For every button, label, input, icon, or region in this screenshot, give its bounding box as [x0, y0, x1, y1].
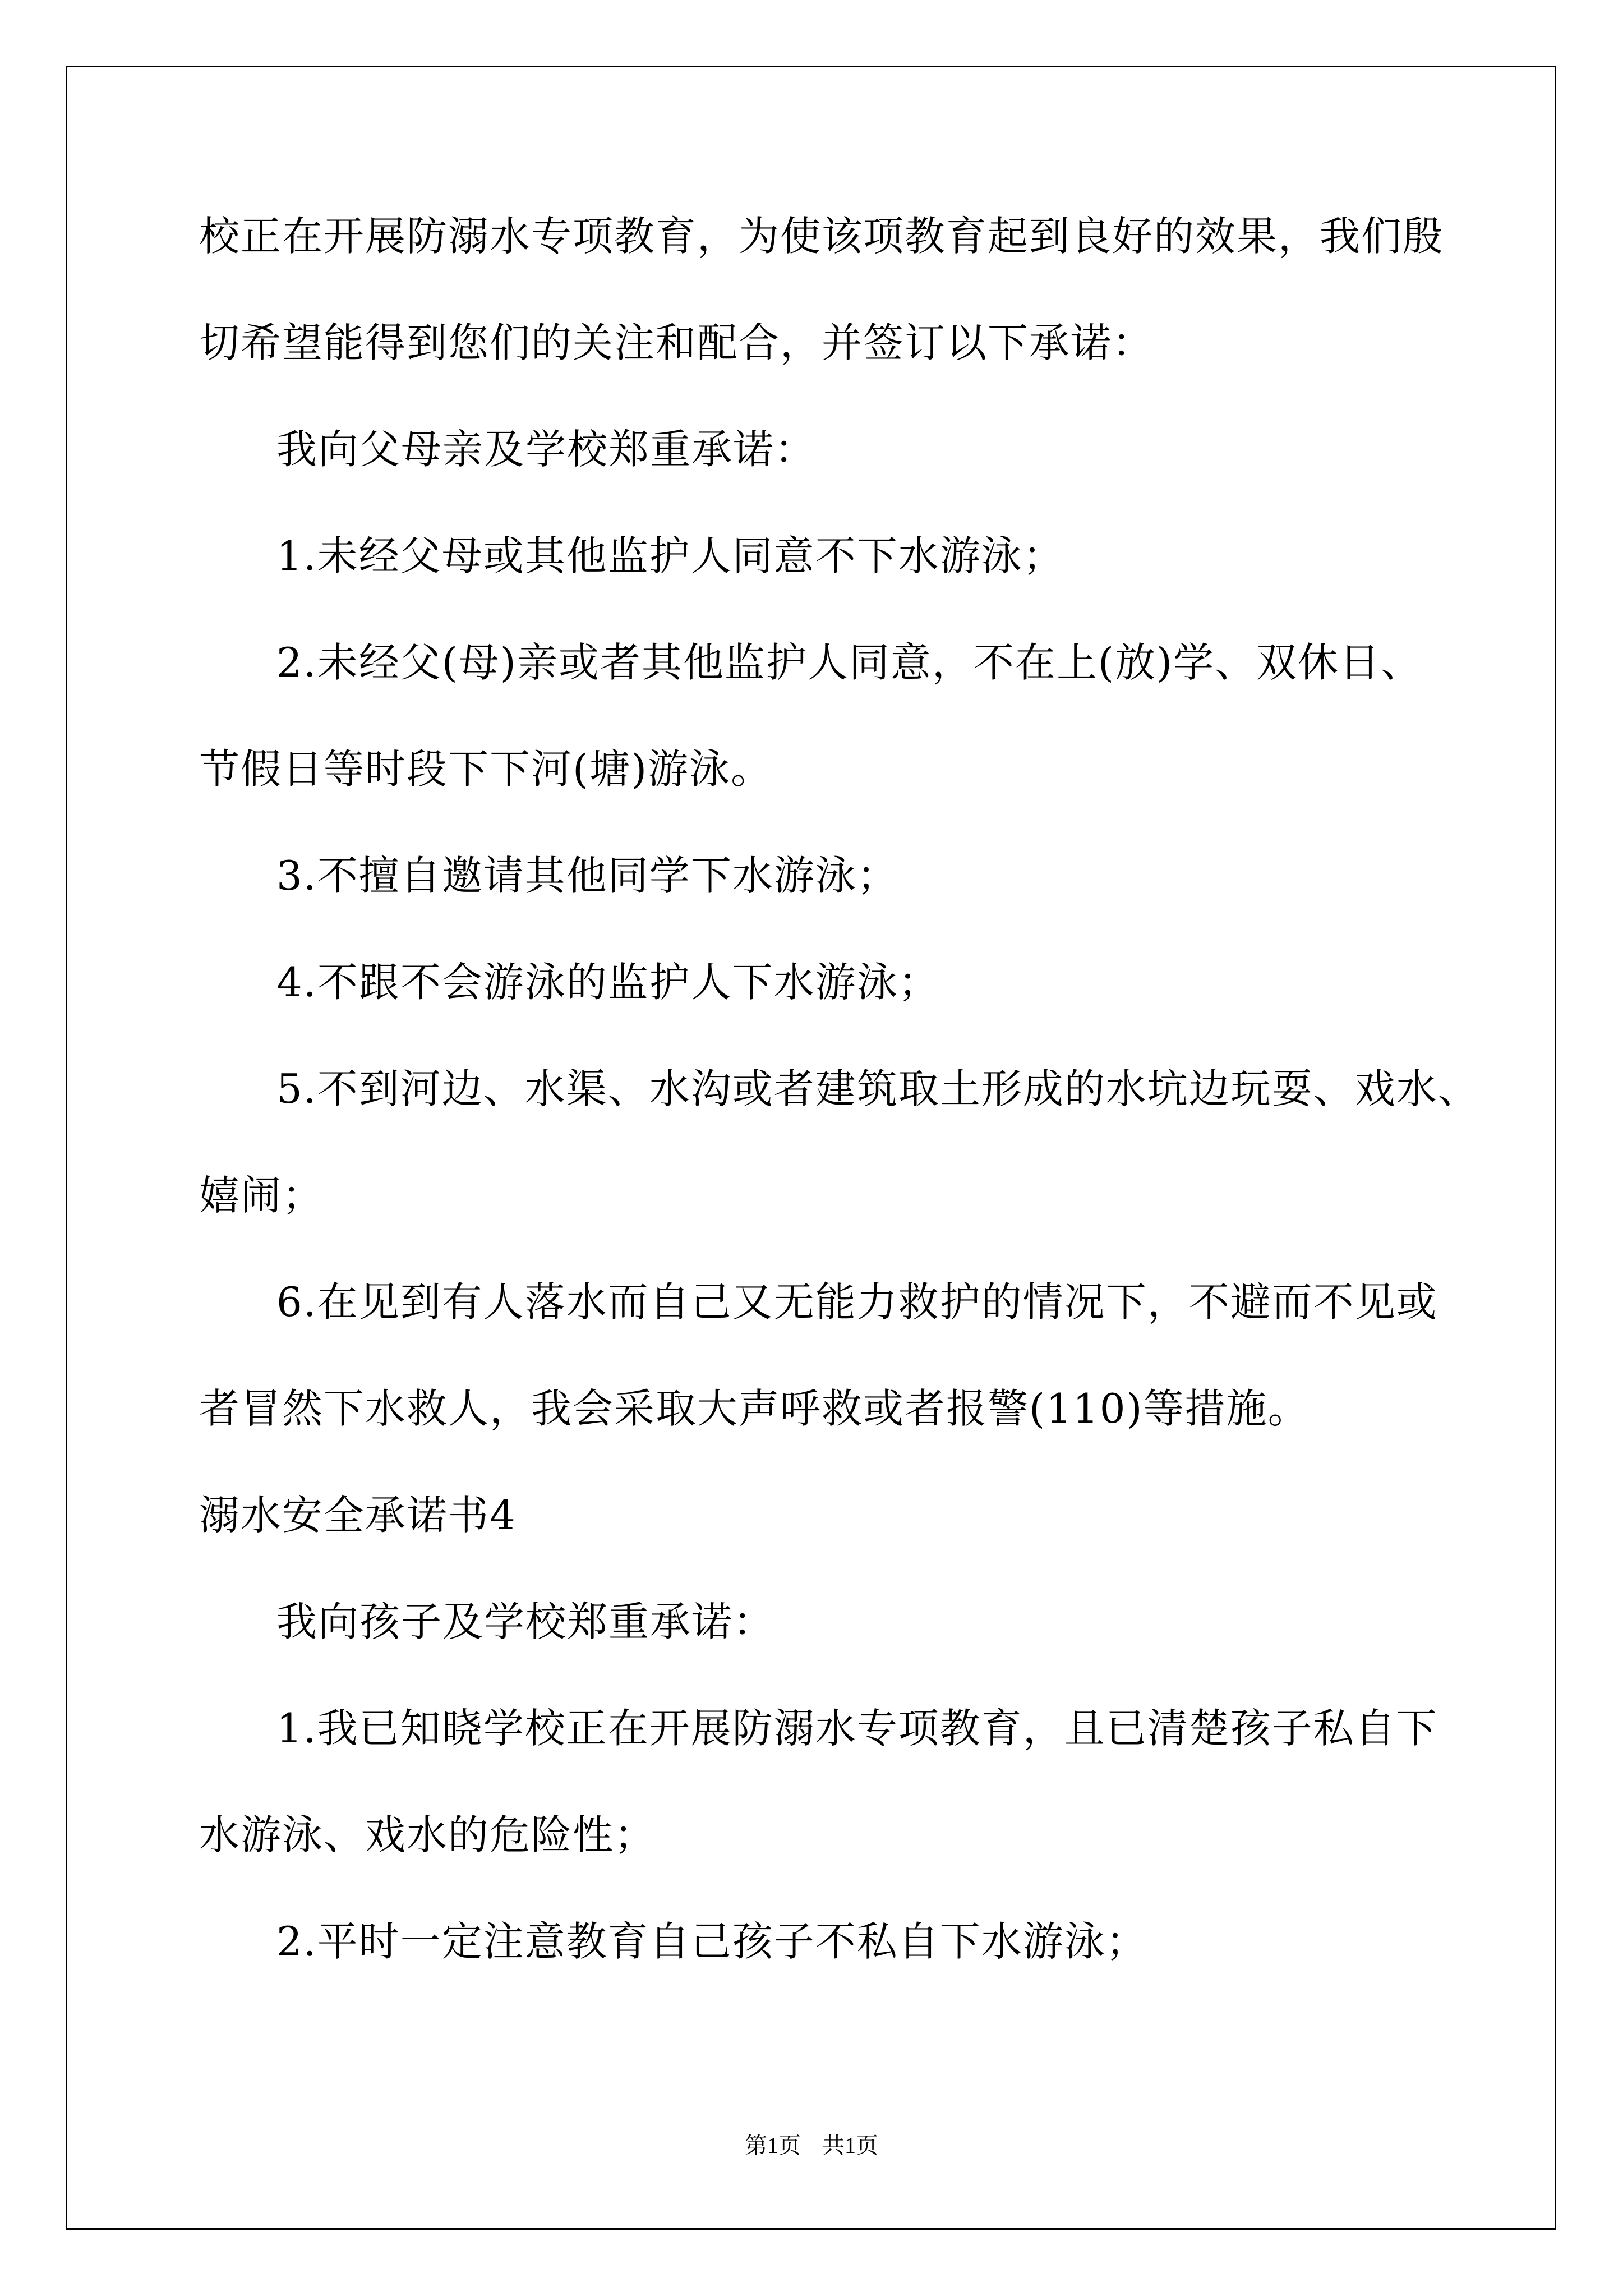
- section-title: 溺水安全承诺书4: [199, 1492, 517, 1539]
- body-line: 切希望能得到您们的关注和配合，并签订以下承诺：: [199, 319, 1154, 366]
- list-item: 4.不跟不会游泳的监护人下水游泳；: [276, 959, 940, 1006]
- page-border: [66, 66, 1556, 2230]
- body-line: 我向父母亲及学校郑重承诺：: [276, 426, 817, 473]
- list-item: 5.不到河边、水渠、水沟或者建筑取土形成的水坑边玩耍、戏水、: [276, 1065, 1479, 1112]
- body-line: 者冒然下水救人，我会采取大声呼救或者报警(110)等措施。: [199, 1385, 1310, 1432]
- page-number: 第1页: [745, 2133, 801, 2158]
- body-line: 水游泳、戏水的危险性；: [199, 1811, 656, 1858]
- page-total: 共1页: [822, 2133, 878, 2158]
- list-item: 2.平时一定注意教育自己孩子不私自下水游泳；: [276, 1918, 1147, 1965]
- list-item: 3.不擅自邀请其他同学下水游泳；: [276, 852, 898, 899]
- list-item: 2.未经父(母)亲或者其他监护人同意，不在上(放)学、双休日、: [276, 639, 1423, 686]
- page-footer: [0, 2128, 1623, 2160]
- list-item: 6.在见到有人落水而自己又无能力救护的情况下，不避而不见或: [276, 1278, 1438, 1326]
- body-line: 节假日等时段下下河(塘)游泳。: [199, 746, 773, 793]
- list-item: 1.我已知晓学校正在开展防溺水专项教育，且已清楚孩子私自下: [276, 1705, 1438, 1752]
- body-line: 校正在开展防溺水专项教育，为使该项教育起到良好的效果，我们殷: [199, 213, 1445, 260]
- body-line: 嬉闹；: [199, 1172, 324, 1219]
- list-item: 1.未经父母或其他监护人同意不下水游泳；: [276, 532, 1064, 579]
- body-line: 我向孩子及学校郑重承诺：: [276, 1598, 775, 1645]
